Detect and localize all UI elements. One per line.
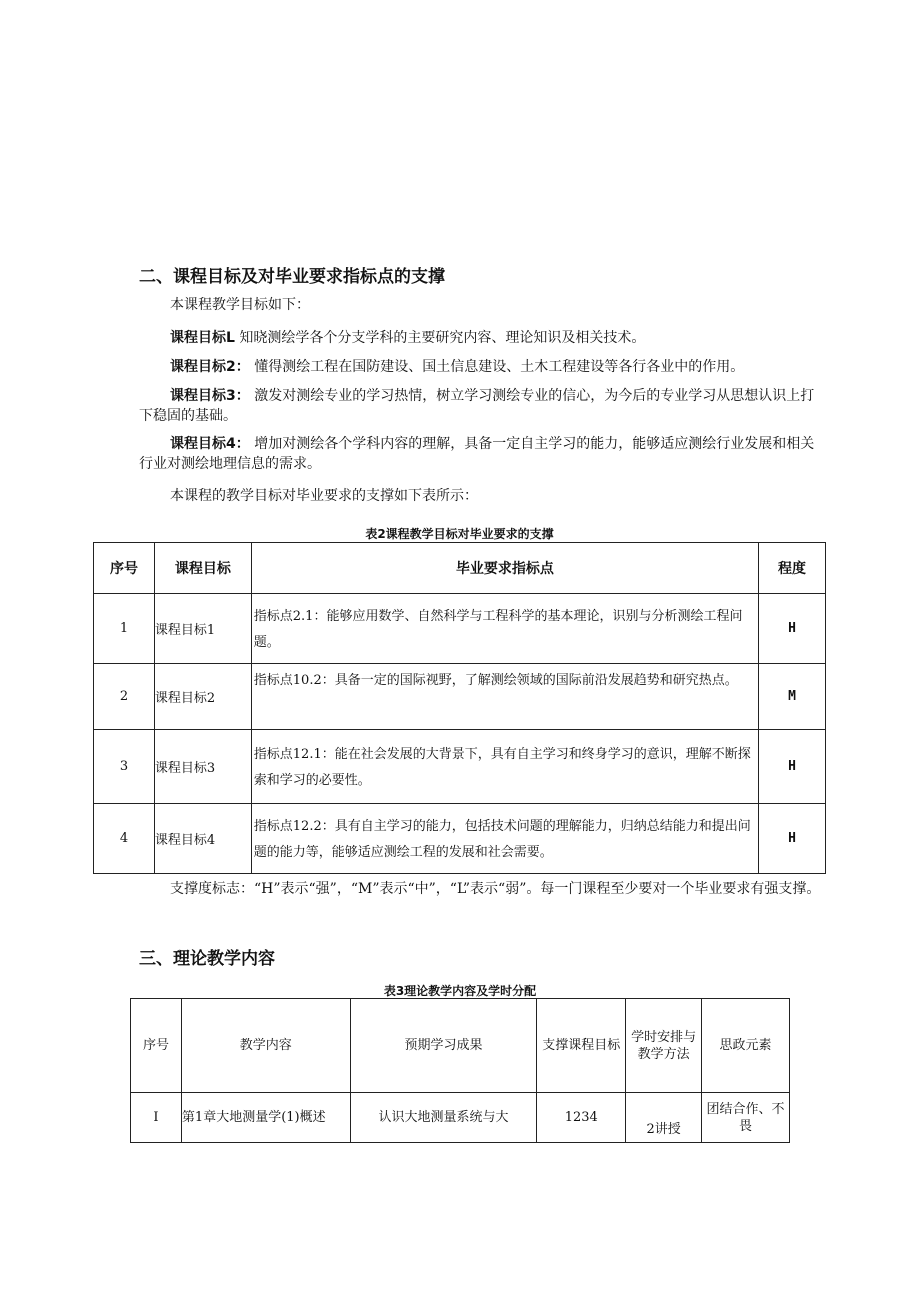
goal-4: [139, 434, 823, 474]
row-degree: H: [759, 594, 826, 664]
table-row: [94, 664, 826, 730]
table-intro: 本课程的教学目标对毕业要求的支撑如下表所示：: [170, 488, 478, 504]
goal-2-label: 课程目标2：: [170, 359, 250, 375]
goal-2: [170, 357, 820, 377]
row-no: 4: [94, 804, 155, 874]
row-degree: H: [759, 804, 826, 874]
header-ideology: 思政元素: [702, 999, 790, 1093]
goal-1-label: 课程目标L: [170, 330, 235, 346]
table-row: [94, 730, 826, 804]
goal-4-text: 增加对测绘各个学科内容的理解，具备一定自主学习的能力，能够适应测绘行业发展和相关行业对测绘地理信息的需求。: [139, 436, 815, 472]
theory-content-table: [130, 998, 790, 1143]
table-row: [94, 804, 826, 874]
row-goal: 课程目标3: [154, 730, 251, 804]
header-content: 教学内容: [181, 999, 350, 1093]
row-no: 2: [94, 664, 155, 730]
row-indicator-text: 指标点10.2：具备一定的国际视野，了解测绘领域的国际前沿发展趋势和研究热点。: [253, 672, 738, 688]
goal-3-text: 激发对测绘专业的学习热情，树立学习测绘专业的信心，为今后的专业学习从思想认识上打下稳固的基础。: [139, 388, 815, 424]
table-2-caption: 表2课程教学目标对毕业要求的支撑: [365, 527, 554, 541]
header-outcome: 预期学习成果: [350, 999, 537, 1093]
goal-3-label: 课程目标3：: [170, 388, 250, 404]
row-goal: 课程目标2: [154, 664, 251, 730]
row-indicator: 指标点12.1：能在社会发展的大背景下，具有自主学习和终身学习的意识，理解不断探索和学习的必要性。: [251, 730, 758, 804]
row-goals: 1234: [537, 1093, 626, 1143]
goal-1: [170, 328, 810, 348]
intro-text: 本课程教学目标如下：: [170, 297, 310, 313]
row-degree: M: [759, 664, 826, 730]
header-no: 序号: [131, 999, 182, 1093]
goal-3: [139, 386, 823, 426]
support-table: [93, 542, 826, 874]
header-indicator: 毕业要求指标点: [251, 543, 758, 594]
goal-1-text: 知晓测绘学各个分支学科的主要研究内容、理论知识及相关技术。: [239, 330, 646, 346]
header-goals: 支撑课程目标: [537, 999, 626, 1093]
table-3-caption: 表3理论教学内容及学时分配: [383, 984, 537, 998]
row-indicator: 指标点12.2：具有自主学习的能力，包括技术问题的理解能力，归纳总结能力和提出问题的能力等，能够适应测绘工程的发展和社会需要。: [251, 804, 758, 874]
row-goal: 课程目标4: [154, 804, 251, 874]
row-hours: 2讲授: [626, 1093, 702, 1143]
row-no: 3: [94, 730, 155, 804]
header-degree: 程度: [759, 543, 826, 594]
goal-2-text: 懂得测绘工程在国防建设、国土信息建设、土木工程建设等各行各业中的作用。: [254, 359, 745, 375]
row-goal: 课程目标1: [154, 594, 251, 664]
row-no: I: [131, 1093, 182, 1143]
goal-4-label: 课程目标4：: [170, 436, 250, 452]
row-degree: H: [759, 730, 826, 804]
row-indicator: 指标点2.1：能够应用数学、自然科学与工程科学的基本理论，识别与分析测绘工程问题。: [251, 594, 758, 664]
row-outcome: 认识大地测量系统与大: [350, 1093, 537, 1143]
table-header-row: [94, 543, 826, 594]
support-note: 支撑度标志：“H”表示“强”，“M”表示“中”，“L”表示“弱”。每一门课程至少要对一个毕业要求有强支撑。: [170, 881, 821, 897]
header-no: 序号: [94, 543, 155, 594]
section-3-heading: 三、理论教学内容: [139, 949, 275, 969]
row-indicator: [251, 664, 758, 730]
table-row: [131, 1093, 790, 1143]
header-goal: 课程目标: [154, 543, 251, 594]
row-no: 1: [94, 594, 155, 664]
row-content: 第1章大地测量学(1)概述: [181, 1093, 350, 1143]
row-ideology: 团结合作、不畏: [702, 1093, 790, 1143]
table-header-row: [131, 999, 790, 1093]
section-2-heading: 二、课程目标及对毕业要求指标点的支撑: [139, 267, 445, 287]
table-row: [94, 594, 826, 664]
header-hours: 学时安排与教学方法: [626, 999, 702, 1093]
